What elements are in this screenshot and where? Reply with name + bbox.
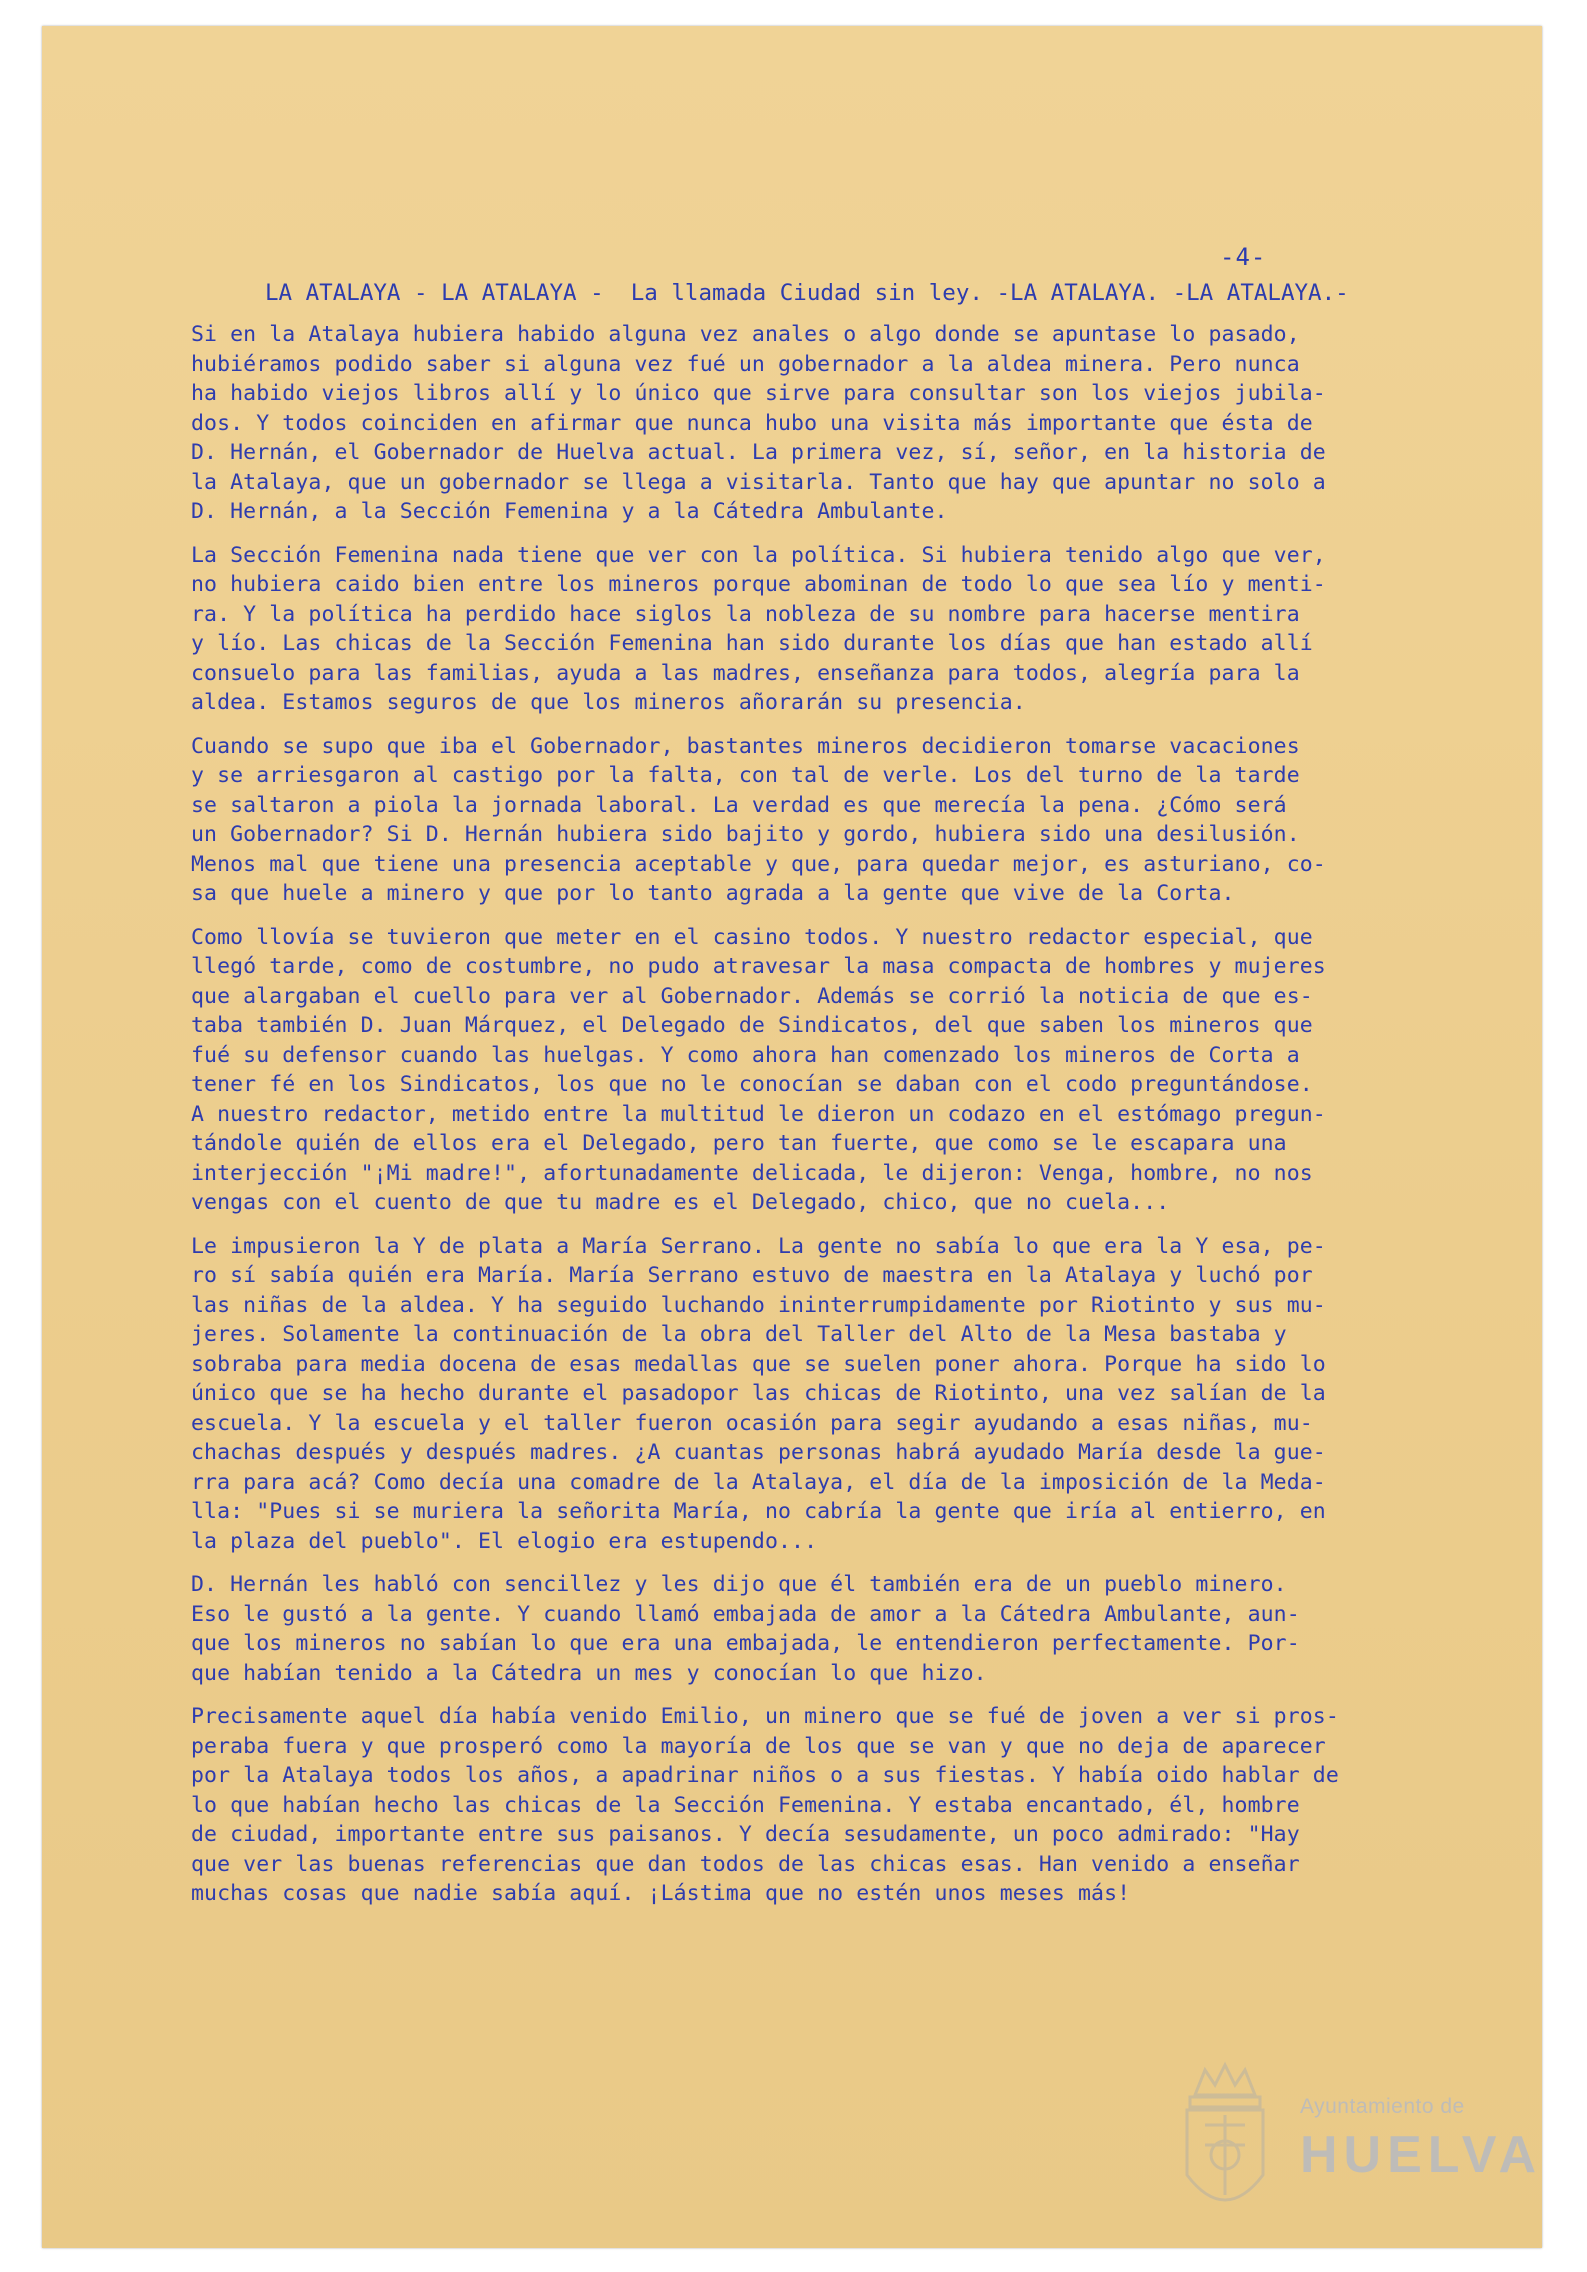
- text-line: que ver las buenas referencias que dan todos de las chicas esas. Han venido a enseñar: [191, 1851, 1300, 1877]
- paragraph: [191, 1232, 1481, 1557]
- text-line: único que se ha hecho durante el pasadopor las chicas de Riotinto, una vez salían de la: [191, 1381, 1326, 1406]
- text-line: sa que huele a minero y que por lo tanto agrada a la gente que vive de la Corta.: [191, 881, 1235, 906]
- text-line: que alargaban el cuello para ver al Gobernador. Además se corrió la noticia de que es-: [191, 983, 1313, 1009]
- text-line: Menos mal que tiene una presencia aceptable y que, para quedar mejor, es asturiano, co-: [191, 851, 1326, 877]
- text-line: un Gobernador? Si D. Hernán hubiera sido bajito y gordo, hubiera sido una desilusión.: [191, 822, 1300, 847]
- text-line: consuelo para las familias, ayuda a las madres, enseñanza para todos, alegría para la: [191, 660, 1300, 686]
- text-line: chachas después y después madres. ¿A cuantas personas habrá ayudado María desde la gue-: [191, 1440, 1326, 1465]
- text-line: La Sección Femenina nada tiene que ver con la política. Si hubiera tenido algo que ver,: [191, 542, 1326, 568]
- coat-of-arms-seal: [1165, 2055, 1285, 2235]
- text-line: se saltaron a piola la jornada laboral. La verdad es que merecía la pena. ¿Cómo será: [191, 792, 1287, 818]
- text-line: fué su defensor cuando las huelgas. Y como ahora han comenzado los mineros de Corta a: [191, 1042, 1300, 1068]
- text-line: A nuestro redactor, metido entre la multitud le dieron un codazo en el estómago pregun-: [191, 1101, 1326, 1127]
- text-line: la plaza del pueblo". El elogio era estupendo...: [191, 1528, 818, 1554]
- text-line: jeres. Solamente la continuación de la obra del Taller del Alto de la Mesa bastaba y: [191, 1322, 1287, 1347]
- text-line: llegó tarde, como de costumbre, no pudo atravesar la masa compacta de hombres y mujeres: [191, 954, 1326, 979]
- watermark-line2: HUELVA: [1300, 2126, 1543, 2184]
- text-line: D. Hernán, el Gobernador de Huelva actual. La primera vez, sí, señor, en la historia de: [191, 440, 1326, 465]
- text-line: vengas con el cuento de que tu madre es el Delegado, chico, que no cuela...: [191, 1190, 1170, 1215]
- text-line: peraba fuera y que prosperó como la mayoría de los que se van y que no deja de aparecer: [191, 1733, 1326, 1759]
- text-line: la Atalaya, que un gobernador se llega a visitarla. Tanto que hay que apuntar no solo a: [191, 469, 1326, 495]
- text-line: y se arriesgaron al castigo por la falta, con tal de verle. Los del turno de la tarde: [191, 763, 1300, 788]
- text-line: no hubiera caido bien entre los mineros porque abominan de todo lo que sea lío y menti-: [191, 572, 1326, 597]
- paragraph: [191, 732, 1481, 909]
- watermark-line1: Ayuntamiento de: [1300, 2095, 1465, 2118]
- text-line: aldea. Estamos seguros de que los mineros añorarán su presencia.: [191, 690, 1026, 715]
- text-line: ra. Y la política ha perdido hace siglos la nobleza de su nombre para hacerse mentira: [191, 601, 1300, 627]
- text-line: Eso le gustó a la gente. Y cuando llamó embajada de amor a la Cátedra Ambulante, aun-: [191, 1601, 1300, 1627]
- text-line: tándole quién de ellos era el Delegado, pero tan fuerte, que como se le escapara una: [191, 1131, 1287, 1156]
- text-line: por la Atalaya todos los años, a apadrinar niños o a sus fiestas. Y había oido hablar de: [191, 1763, 1339, 1788]
- text-line: sobraba para media docena de esas medallas que se suelen poner ahora. Porque ha sido lo: [191, 1351, 1326, 1377]
- text-line: que habían tenido a la Cátedra un mes y conocían lo que hizo.: [191, 1660, 987, 1686]
- text-line: ro sí sabía quién era María. María Serrano estuvo de maestra en la Atalaya y luchó por: [191, 1263, 1313, 1288]
- paragraph: [191, 923, 1481, 1218]
- text-line: tener fé en los Sindicatos, los que no le conocían se daban con el codo preguntándose.: [191, 1072, 1313, 1097]
- text-line: muchas cosas que nadie sabía aquí. ¡Lástima que no estén unos meses más!: [191, 1881, 1131, 1906]
- text-line: Le impusieron la Y de plata a María Serrano. La gente no sabía lo que era la Y esa, pe-: [191, 1233, 1326, 1259]
- text-line: hubiéramos podido saber si alguna vez fué un gobernador a la aldea minera. Pero nunca: [191, 351, 1300, 377]
- text-line: rra para acá? Como decía una comadre de la Atalaya, el día de la imposición de la Meda-: [191, 1469, 1326, 1495]
- text-line: las niñas de la aldea. Y ha seguido luchando ininterrumpidamente por Riotinto y sus mu-: [191, 1292, 1326, 1318]
- text-line: Como llovía se tuvieron que meter en el casino todos. Y nuestro redactor especial, que: [191, 924, 1313, 950]
- paragraph: [191, 320, 1481, 527]
- text-line: lo que habían hecho las chicas de la Sección Femenina. Y estaba encantado, él, hombre: [191, 1792, 1300, 1818]
- paragraph: [191, 541, 1481, 718]
- archive-watermark: [1300, 2095, 1542, 2185]
- text-line: dos. Y todos coinciden en afirmar que nunca hubo una visita más importante que ésta de: [191, 410, 1313, 436]
- text-line: D. Hernán, a la Sección Femenina y a la Cátedra Ambulante.: [191, 499, 948, 524]
- paragraph: [191, 1702, 1481, 1909]
- article-body: [191, 320, 1481, 1923]
- text-line: de ciudad, importante entre sus paisanos. Y decía sesudamente, un poco admirado: "Hay: [191, 1822, 1300, 1847]
- page-number: -4-: [1220, 243, 1267, 271]
- text-line: D. Hernán les habló con sencillez y les dijo que él también era de un pueblo minero.: [191, 1572, 1287, 1597]
- text-line: ha habido viejos libros allí y lo único que sirve para consultar son los viejos jubila-: [191, 381, 1326, 406]
- text-line: lla: "Pues si se muriera la señorita María, no cabría la gente que iría al entierro, en: [191, 1499, 1326, 1524]
- text-line: Si en la Atalaya hubiera habido alguna vez anales o algo donde se apuntase lo pasado,: [191, 322, 1300, 347]
- text-line: taba también D. Juan Márquez, el Delegado de Sindicatos, del que saben los mineros que: [191, 1013, 1313, 1038]
- text-line: Cuando se supo que iba el Gobernador, bastantes mineros decidieron tomarse vacaciones: [191, 733, 1300, 759]
- text-line: y lío. Las chicas de la Sección Femenina han sido durante los días que han estado allí: [191, 631, 1313, 656]
- text-line: que los mineros no sabían lo que era una embajada, le entendieron perfectamente. Por-: [191, 1631, 1300, 1656]
- text-line: interjección "¡Mi madre!", afortunadamente delicada, le dijeron: Venga, hombre, no nos: [191, 1160, 1313, 1186]
- text-line: escuela. Y la escuela y el taller fueron ocasión para segir ayudando a esas niñas, mu-: [191, 1410, 1313, 1436]
- text-line: Precisamente aquel día había venido Emilio, un minero que se fué de joven a ver si pros-: [191, 1704, 1339, 1729]
- paragraph: [191, 1570, 1481, 1688]
- page-heading: LA ATALAYA - LA ATALAYA - La llamada Ciudad sin ley. -LA ATALAYA. -LA ATALAYA.-: [265, 280, 1349, 306]
